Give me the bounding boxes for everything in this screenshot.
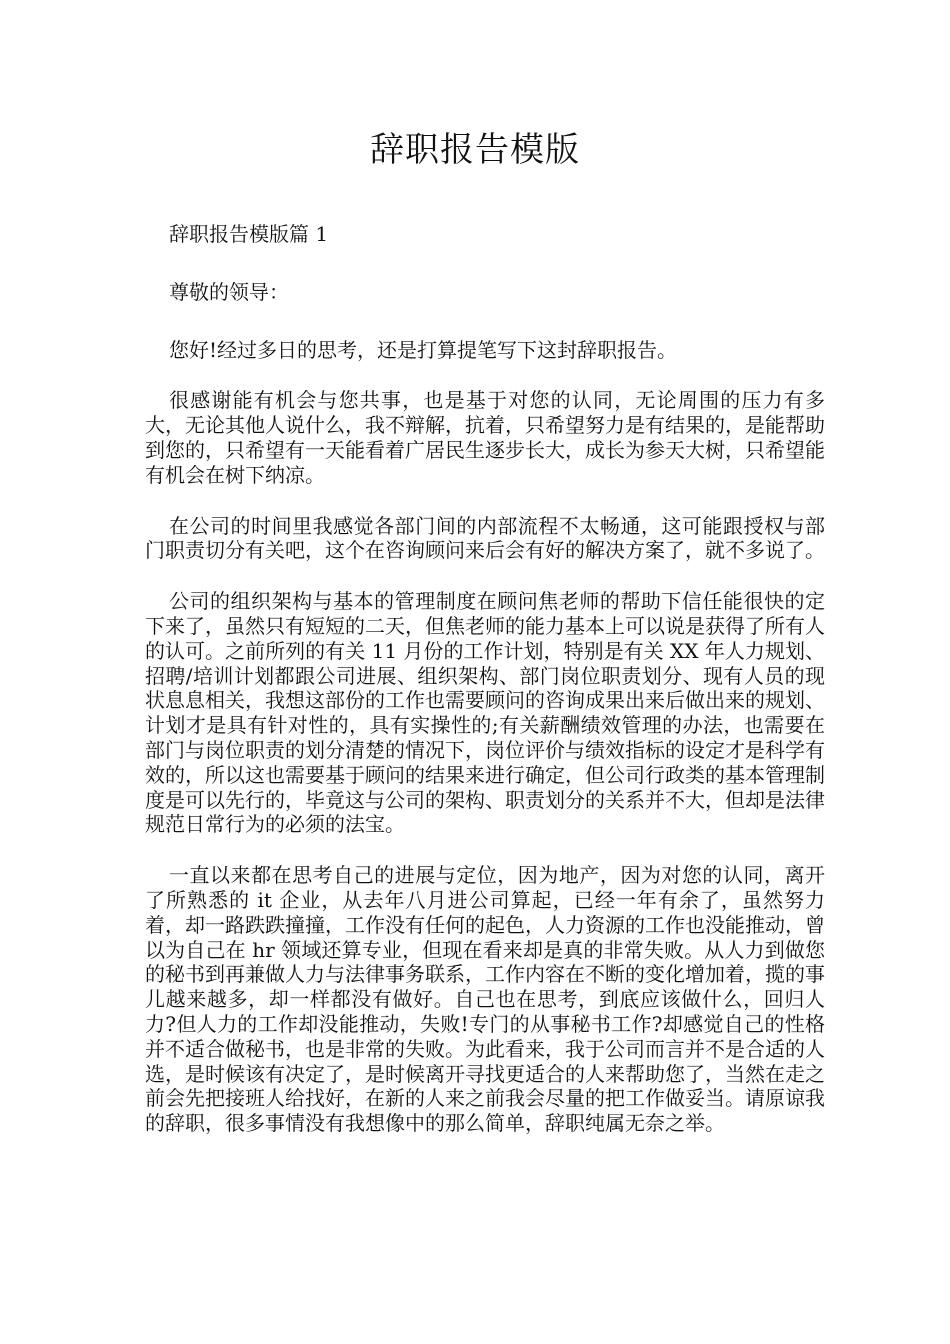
paragraph-process: 在公司的时间里我感觉各部门间的内部流程不太畅通，这可能跟授权与部门职责切分有关吧，这个在咨询顾问来后会有好的解决方案了，就不多说了。: [145, 513, 825, 563]
document-title: 辞职报告模版: [370, 130, 580, 170]
document-body: [145, 222, 825, 1162]
section-heading: 辞职报告模版篇 1: [169, 222, 329, 246]
paragraph-gratitude: 很感谢能有机会与您共事，也是基于对您的认同，无论周围的压力有多大，无论其他人说什么，我不辩解，抗着，只希望努力是有结果的，是能帮助到您的，只希望有一天能看着广居民生逐步长大，成长为参天大树，只希望能有机会在树下纳凉。: [145, 388, 825, 487]
paragraph-reflection: 一直以来都在思考自己的进展与定位，因为地产，因为对您的认同，离开了所熟悉的 it 企业，从去年八月进公司算起，已经一年有余了，虽然努力着，却一路跌跌撞撞，工作没有任何的起色，人力资源的工作也没能推动，曾以为自己在 hr 领域还算专业，但现在看来却是真的非常失败。从人力到做您的秘书到再兼做人力与法律事务联系，工作内容在不断的变化增加着，揽的事儿越来越多，却一样都没有做好。自己也在思考，到底应该做什么，回归人力?但人力的工作却没能推动，失败!专门的从事秘书工作?却感觉自己的性格并不适合做秘书，也是非常的失败。为此看来，我于公司而言并不是合适的人选，是时候该有决定了，是时候离开寻找更适合的人来帮助您了，当然在走之前会先把接班人给找好，在新的人来之前我会尽量的把工作做妥当。请原谅我的辞职，很多事情没有我想像中的那么简单，辞职纯属无奈之举。: [145, 863, 825, 1136]
paragraph-organization: 公司的组织架构与基本的管理制度在顾问焦老师的帮助下信任能很快的定下来了，虽然只有短短的二天，但焦老师的能力基本上可以说是获得了所有人的认可。之前所列的有关 11 月份的工作计划，特别是有关 XX 年人力规划、招聘/培训计划都跟公司进展、组织架构、部门岗位职责划分、现有人员的现状息息相关，我想这部份的工作也需要顾问的咨询成果出来后做出来的规划、计划才是具有针对性的，具有实操性的;有关薪酬绩效管理的办法，也需要在部门与岗位职责的划分清楚的情况下，岗位评价与绩效指标的设定才是科学有效的，所以这也需要基于顾问的结果来进行确定，但公司行政类的基本管理制度是可以先行的，毕竟这与公司的架构、职责划分的关系并不大，但却是法律规范日常行为的必须的法宝。: [145, 589, 825, 837]
salutation: 尊敬的领导：: [169, 279, 289, 304]
paragraph-greeting: 您好!经过多日的思考，还是打算提笔写下这封辞职报告。: [169, 337, 678, 362]
